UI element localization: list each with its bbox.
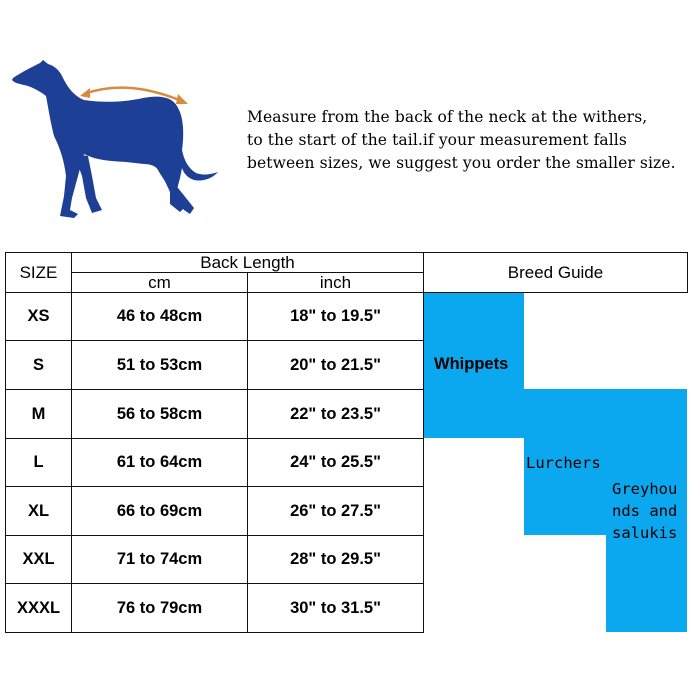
breed-fill-greyhounds: [606, 535, 687, 632]
breed-label-whippets: Whippets: [434, 355, 509, 373]
size-cell: XXL: [22, 550, 55, 568]
cm-cell: 46 to 48cm: [116, 307, 203, 325]
instructions-line-3: between sizes, we suggest you order the smaller size.: [247, 154, 676, 172]
dog-front-leg: [74, 154, 102, 213]
measurement-instructions: [247, 106, 697, 175]
cm-cell: 56 to 58cm: [116, 404, 203, 423]
cm-cell: 66 to 69cm: [116, 501, 203, 520]
size-cell: M: [31, 404, 46, 423]
cm-cell: 76 to 79cm: [116, 598, 203, 617]
instructions-line-1: Measure from the back of the neck at the withers,: [247, 108, 648, 126]
breed-label-greyhounds-2: nds and: [612, 502, 678, 520]
breed-label-greyhounds-3: salukis: [612, 524, 678, 542]
inch-cell: 18" to 19.5": [290, 307, 381, 325]
size-cell: L: [33, 453, 44, 471]
size-cell: S: [32, 355, 44, 374]
breed-label-greyhounds-1: Greyhou: [612, 480, 678, 498]
size-cell: XL: [27, 501, 50, 520]
inch-cell: 24" to 25.5": [290, 453, 381, 471]
cm-cell: 51 to 53cm: [116, 355, 203, 374]
inch-header: inch: [319, 272, 352, 292]
inch-cell: 20" to 21.5": [290, 355, 381, 374]
arrow-head-right: [176, 94, 188, 104]
cm-cell: 61 to 64cm: [116, 453, 203, 471]
cm-cell: 71 to 74cm: [116, 550, 203, 568]
dog-measurement-illustration: [8, 58, 220, 223]
cm-header: cm: [148, 272, 171, 292]
breed-guide-header: Breed Guide: [507, 262, 604, 282]
dog-silhouette: [12, 60, 218, 218]
arrow-head-left: [80, 88, 90, 98]
inch-cell: 26" to 27.5": [290, 501, 381, 520]
inch-cell: 22" to 23.5": [290, 404, 381, 423]
size-cell: XXXL: [16, 598, 61, 617]
back-length-header: Back Length: [200, 252, 295, 272]
breed-label-lurchers: Lurchers: [526, 454, 601, 472]
instructions-line-2: to the start of the tail.if your measurement falls: [247, 131, 627, 149]
size-cell: XS: [27, 307, 50, 325]
inch-cell: 28" to 29.5": [290, 550, 381, 568]
inch-cell: 30" to 31.5": [290, 598, 381, 617]
size-header: SIZE: [19, 262, 58, 282]
